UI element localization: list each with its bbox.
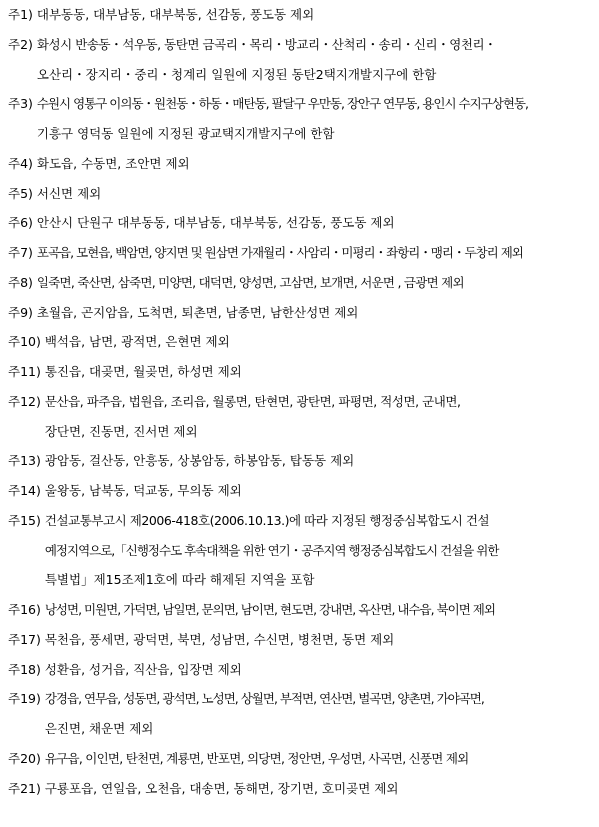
footnote-17 bbox=[8, 625, 596, 655]
footnote-1 bbox=[8, 0, 596, 30]
footnote-text: 구룡포읍, 연일읍, 오천읍, 대송면, 동해면, 장기면, 호미곶면 제외 bbox=[44, 780, 399, 796]
footnote-body bbox=[45, 595, 596, 625]
footnote-text: 오산리・장지리・중리・청계리 일원에 지정된 동탄2택지개발지구에 한함 bbox=[36, 66, 437, 82]
footnote-body bbox=[45, 684, 596, 744]
footnote-16 bbox=[8, 595, 596, 625]
footnote-3 bbox=[8, 89, 596, 149]
footnote-body bbox=[45, 387, 596, 447]
footnote-11 bbox=[8, 357, 596, 387]
footnote-body bbox=[45, 327, 596, 357]
footnote-body bbox=[45, 625, 596, 655]
footnote-label: 주19) bbox=[8, 691, 41, 707]
footnote-8 bbox=[8, 268, 596, 298]
footnote-6 bbox=[8, 208, 596, 238]
footnote-body bbox=[45, 357, 596, 387]
footnote-18 bbox=[8, 655, 596, 685]
footnote-21 bbox=[8, 774, 596, 804]
footnote-text: 통진읍, 대곶면, 월곶면, 하성면 제외 bbox=[44, 364, 242, 379]
footnote-text: 대부동동, 대부남동, 대부북동, 선감동, 풍도동 제외 bbox=[36, 7, 315, 22]
footnote-10 bbox=[8, 327, 596, 357]
footnote-text: 서신면 제외 bbox=[36, 185, 102, 201]
footnote-label: 주4) bbox=[8, 155, 33, 171]
footnote-body bbox=[37, 179, 596, 209]
footnote-19 bbox=[8, 684, 596, 744]
footnote-text: 광암동, 걸산동, 안흥동, 상봉암동, 하봉암동, 탑동동 제외 bbox=[44, 453, 355, 469]
footnote-text: 포곡읍, 모현읍, 백암면, 양지면 및 원삼면 가재월리・사암리・미평리・좌항리・맹리・두창리 제외 bbox=[36, 245, 523, 260]
footnote-text: 강경읍, 연무읍, 성동면, 광석면, 노성면, 상월면, 부적면, 연산면, 벌곡면, 양촌면, 가야곡면, bbox=[44, 691, 484, 707]
footnote-label: 주10) bbox=[8, 334, 41, 350]
footnote-text: 울왕동, 남북동, 덕교동, 무의동 제외 bbox=[44, 483, 242, 498]
footnote-text: 건설교통부고시 제2006-418호(2006.10.13.)에 따라 지정된 행정중심복합도시 건설 bbox=[44, 512, 490, 528]
footnote-9 bbox=[8, 298, 596, 328]
footnote-label: 주3) bbox=[8, 96, 33, 112]
footnote-5 bbox=[8, 179, 596, 209]
footnote-text: 문산읍, 파주읍, 법원읍, 조리읍, 월롱면, 탄현면, 광탄면, 파평면, 적성면, 군내면, bbox=[44, 393, 461, 409]
footnote-text: 일죽면, 죽산면, 삼죽면, 미양면, 대덕면, 양성면, 고삼면, 보개면, 서운면 , 금광면 제외 bbox=[36, 274, 464, 290]
footnote-body bbox=[37, 0, 596, 30]
footnote-label: 주12) bbox=[8, 393, 41, 409]
footnote-text: 목천읍, 풍세면, 광덕면, 북면, 성남면, 수신면, 병천면, 동면 제외 bbox=[44, 631, 395, 647]
footnote-text: 초월읍, 곤지암읍, 도척면, 퇴촌면, 남종면, 남한산성면 제외 bbox=[36, 304, 359, 320]
footnote-body bbox=[37, 149, 596, 179]
footnote-text: 백석읍, 남면, 광적면, 은현면 제외 bbox=[44, 334, 230, 350]
footnote-body bbox=[45, 655, 596, 685]
footnote-label: 주20) bbox=[8, 750, 41, 766]
footnote-label: 주14) bbox=[8, 483, 41, 498]
footnote-text: 예정지역으로,「신행정수도 후속대책을 위한 연기・공주지역 행정중심복합도시 건설을 위한 bbox=[44, 542, 499, 558]
footnote-label: 주5) bbox=[8, 185, 33, 201]
footnote-text: 성환읍, 성거읍, 직산읍, 입장면 제외 bbox=[44, 661, 242, 677]
footnote-text: 수원시 영통구 이의동・원천동・하동・매탄동, 팔달구 우만동, 장안구 연무동, 용인시 수지구상현동, bbox=[36, 96, 528, 112]
footnote-text: 유구읍, 이인면, 탄천면, 계룡면, 반포면, 의당면, 정안면, 우성면, 사곡면, 신풍면 제외 bbox=[44, 750, 469, 766]
footnote-label: 주7) bbox=[8, 245, 33, 260]
footnote-label: 주1) bbox=[8, 7, 33, 22]
footnote-body bbox=[37, 238, 596, 268]
footnote-14 bbox=[8, 476, 596, 506]
footnote-label: 주15) bbox=[8, 512, 41, 528]
footnote-4 bbox=[8, 149, 596, 179]
footnote-label: 주17) bbox=[8, 631, 41, 647]
footnote-text: 기흥구 영덕동 일원에 지정된 광교택지개발지구에 한함 bbox=[36, 126, 335, 141]
footnote-label: 주11) bbox=[8, 364, 41, 379]
footnote-body bbox=[45, 446, 596, 476]
footnote-7 bbox=[8, 238, 596, 268]
footnote-body bbox=[45, 476, 596, 506]
footnote-label: 주8) bbox=[8, 274, 33, 290]
footnote-body bbox=[45, 506, 596, 595]
footnote-body bbox=[37, 208, 596, 238]
footnote-body bbox=[45, 744, 596, 774]
footnote-text: 장단면, 진동면, 진서면 제외 bbox=[44, 423, 198, 439]
footnote-text: 특별법」제15조제1호에 따라 해제된 지역을 포함 bbox=[44, 572, 315, 588]
footnote-label: 주6) bbox=[8, 215, 33, 231]
footnote-label: 주2) bbox=[8, 36, 33, 52]
footnote-20 bbox=[8, 744, 596, 774]
footnote-text: 화도읍, 수동면, 조안면 제외 bbox=[36, 155, 190, 171]
footnote-text: 낭성면, 미원면, 가덕면, 남일면, 문의면, 남이면, 현도면, 강내면, 옥산면, 내수읍, 북이면 제외 bbox=[44, 602, 495, 617]
footnote-body bbox=[37, 30, 596, 90]
footnote-label: 주13) bbox=[8, 453, 41, 469]
footnote-label: 주9) bbox=[8, 304, 33, 320]
footnote-list bbox=[8, 0, 596, 803]
footnote-15 bbox=[8, 506, 596, 595]
footnote-text: 은진면, 채운면 제외 bbox=[44, 721, 154, 736]
footnote-13 bbox=[8, 446, 596, 476]
footnote-text: 안산시 단원구 대부동동, 대부남동, 대부북동, 선감동, 풍도동 제외 bbox=[36, 215, 395, 231]
footnote-body bbox=[37, 268, 596, 298]
footnote-body bbox=[37, 298, 596, 328]
footnote-label: 주18) bbox=[8, 661, 41, 677]
footnote-body bbox=[37, 89, 596, 149]
footnote-body bbox=[45, 774, 596, 804]
footnote-label: 주21) bbox=[8, 780, 41, 796]
footnote-text: 화성시 반송동・석우동, 동탄면 금곡리・목리・방교리・산척리・송리・신리・영천리・ bbox=[36, 36, 497, 52]
footnote-label: 주16) bbox=[8, 602, 41, 617]
footnote-2 bbox=[8, 30, 596, 90]
footnote-12 bbox=[8, 387, 596, 447]
